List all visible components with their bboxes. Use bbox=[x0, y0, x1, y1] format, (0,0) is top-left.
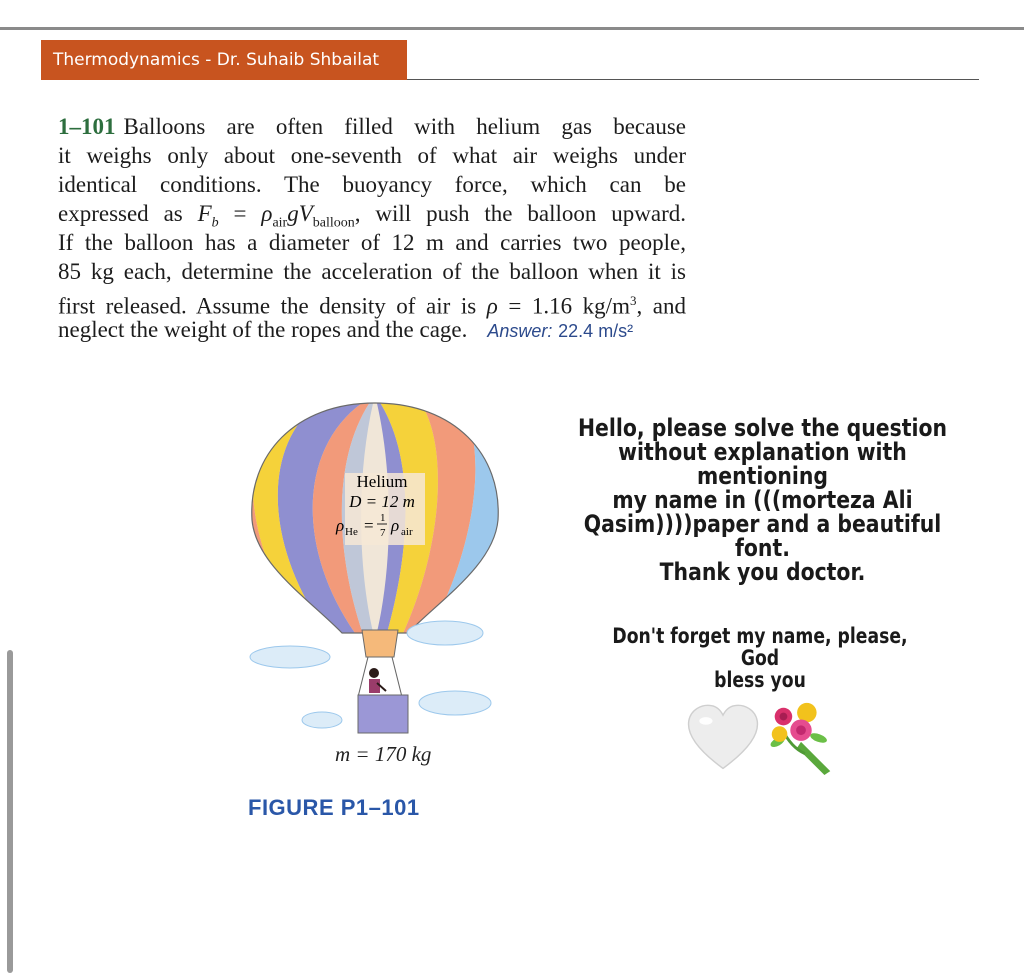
problem-line-2: it weighs only about one-seventh of what air weighs under bbox=[58, 143, 686, 168]
request-line: Thank you doctor. bbox=[659, 558, 866, 586]
problem-line-4: expressed as $F_b = \rho_{air}gV_{balloon}$, will push the balloon upward. bbox=[58, 201, 686, 231]
basket bbox=[358, 695, 408, 733]
hot-air-balloon-illustration bbox=[240, 395, 510, 755]
svg-text:1: 1 bbox=[380, 512, 386, 524]
request-line: Qasim))))paper and a beautiful font. bbox=[583, 510, 942, 562]
request-line: Hello, please solve the question bbox=[577, 414, 948, 442]
scrollbar[interactable] bbox=[7, 650, 13, 973]
svg-text:7: 7 bbox=[380, 527, 386, 539]
white-heart-icon bbox=[685, 700, 761, 776]
passenger bbox=[369, 668, 386, 693]
top-divider bbox=[0, 27, 1024, 30]
problem-line-3: identical conditions. The buoyancy force, which can be bbox=[58, 172, 686, 197]
mass-label: m = 170 kg bbox=[335, 742, 432, 766]
problem-line-1: 1–101 Balloons are often filled with helium gas because bbox=[58, 114, 686, 139]
svg-text:ρ: ρ bbox=[336, 516, 345, 535]
student-request bbox=[573, 416, 951, 584]
gas-label: Helium bbox=[356, 472, 408, 491]
bouquet-icon bbox=[762, 698, 840, 778]
cloud-left bbox=[250, 646, 330, 668]
cloud-right bbox=[407, 621, 483, 645]
problem-line-6: 85 kg each, determine the acceleration of the balloon when it is bbox=[58, 259, 686, 284]
problem-line-5: If the balloon has a diameter of 12 m and carries two people, bbox=[58, 230, 686, 255]
svg-text:He: He bbox=[345, 526, 358, 538]
course-header: Thermodynamics - Dr. Suhaib Shbailat bbox=[41, 40, 407, 80]
answer-label: Answer: bbox=[487, 321, 553, 341]
figure-caption: FIGURE P1–101 bbox=[248, 795, 420, 820]
problem-line-8: neglect the weight of the ropes and the cage. Answer: 22.4 m/s² bbox=[58, 317, 634, 342]
answer-value: 22.4 m/s² bbox=[558, 321, 634, 341]
cloud-lower-right bbox=[419, 691, 491, 715]
blessing-line: Don't forget my name, please, God bbox=[612, 624, 908, 670]
cloud-small bbox=[302, 712, 342, 728]
problem-statement bbox=[58, 112, 686, 344]
problem-number: 1–101 bbox=[58, 114, 116, 139]
blessing-line: bless you bbox=[714, 668, 806, 692]
problem-line-7: first released. Assume the density of air is ρ = 1.16 $kg/m^3$, and bbox=[58, 293, 686, 319]
request-line: my name in (((morteza Ali bbox=[612, 486, 913, 514]
svg-text:=: = bbox=[364, 516, 374, 535]
svg-text:air: air bbox=[401, 526, 413, 538]
diameter-label: D = 12 m bbox=[349, 492, 415, 511]
request-line: without explanation with mentioning bbox=[618, 438, 907, 490]
balloon-skirt bbox=[362, 630, 398, 657]
blessing-note bbox=[596, 625, 924, 691]
header-divider bbox=[407, 79, 979, 80]
svg-text:ρ: ρ bbox=[391, 516, 400, 535]
